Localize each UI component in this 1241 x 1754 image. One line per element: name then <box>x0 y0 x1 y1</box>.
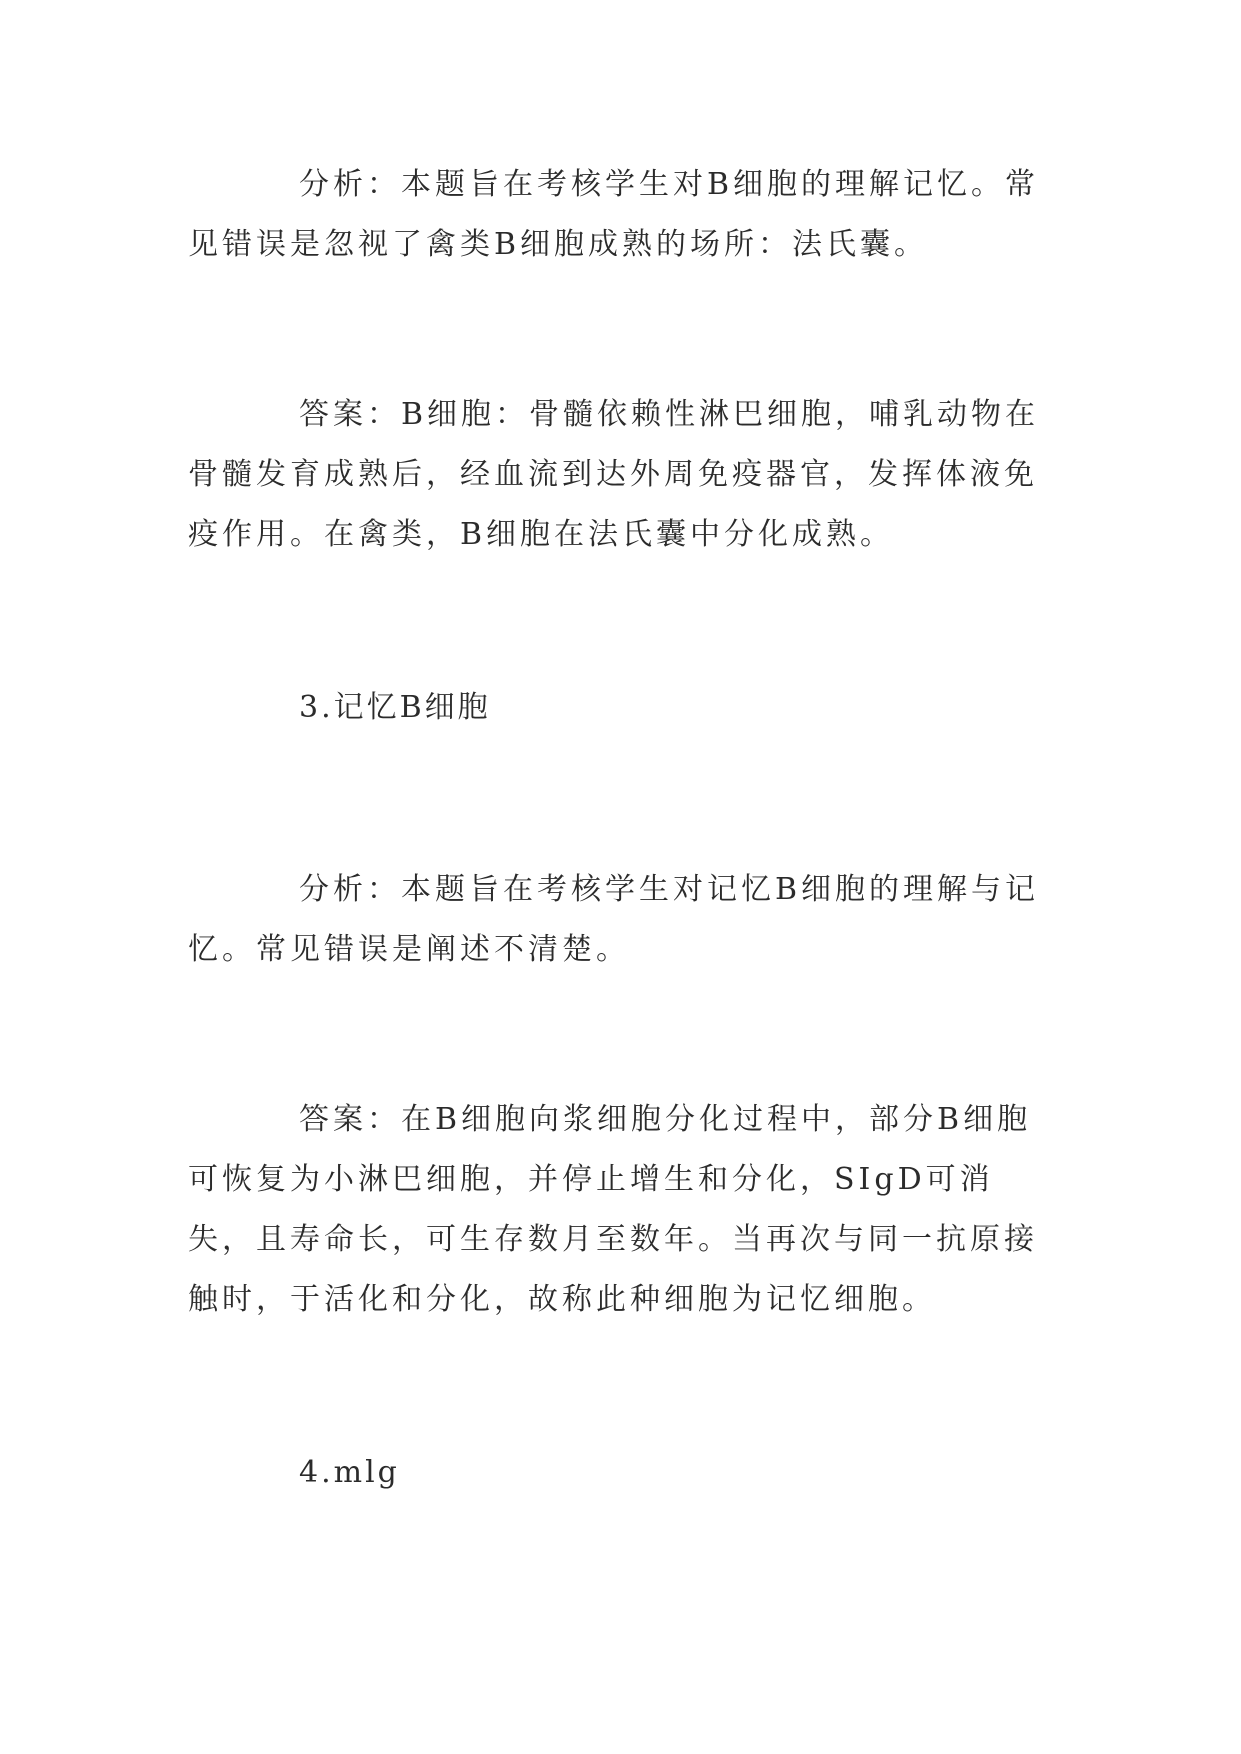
section-heading-mlg: 4.mlg <box>299 1455 400 1490</box>
section-heading-memory-b-cell: 3.记忆B细胞 <box>299 690 491 725</box>
analysis-paragraph-b-cell: 分析：本题旨在考核学生对B细胞的理解记忆。常见错误是忽视了禽类B细胞成熟的场所：法氏囊。 <box>188 167 1040 262</box>
analysis-paragraph-memory-b-cell: 分析：本题旨在考核学生对记忆B细胞的理解与记忆。常见错误是阐述不清楚。 <box>188 872 1040 967</box>
answer-paragraph-memory-b-cell: 答案：在B细胞向浆细胞分化过程中，部分B细胞可恢复为小淋巴细胞，并停止增生和分化，SIgD可消失，且寿命长，可生存数月至数年。当再次与同一抗原接触时，于活化和分化，故称此种细胞为记忆细胞。 <box>188 1102 1038 1317</box>
answer-paragraph-b-cell: 答案：B细胞：骨髓依赖性淋巴细胞，哺乳动物在骨髓发育成熟后，经血流到达外周免疫器官，发挥体液免疫作用。在禽类，B细胞在法氏囊中分化成熟。 <box>188 397 1040 552</box>
